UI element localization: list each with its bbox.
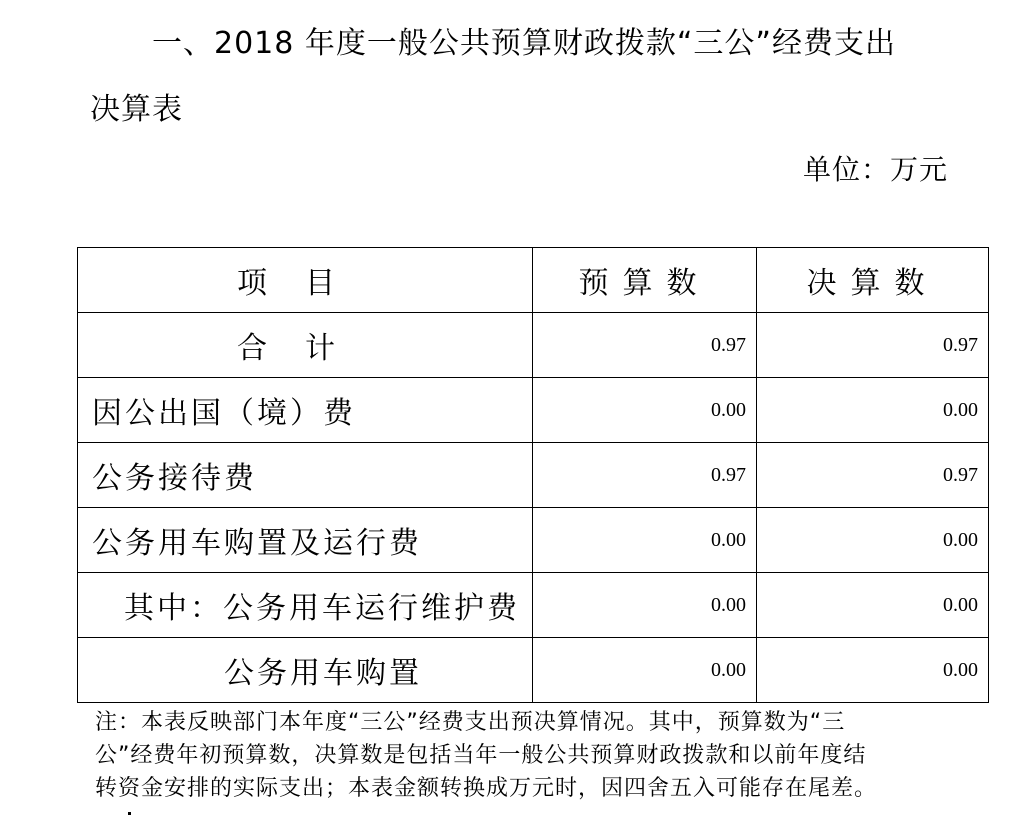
- row-label: 因公出国（境）费: [78, 378, 533, 443]
- table-row: [78, 313, 989, 378]
- header-actual: 决算数: [757, 248, 989, 313]
- budget-value: 0.97: [533, 313, 757, 378]
- actual-value: 0.00: [757, 508, 989, 573]
- budget-value: 0.00: [533, 573, 757, 638]
- actual-value: 0.00: [757, 638, 989, 703]
- table-row: [78, 638, 989, 703]
- header-item: 项目: [78, 248, 533, 313]
- document-title-line1: 一、2018 年度一般公共预算财政拨款“三公”经费支出: [152, 26, 896, 61]
- budget-value: 0.00: [533, 638, 757, 703]
- table-row: [78, 573, 989, 638]
- actual-value: 0.00: [757, 378, 989, 443]
- row-label-total: 合计: [78, 313, 533, 378]
- table-row: [78, 443, 989, 508]
- table-note: [95, 706, 955, 805]
- note-line: 转资金安排的实际支出；本表金额转换成万元时，因四舍五入可能存在尾差。: [95, 776, 878, 801]
- actual-value: 0.97: [757, 313, 989, 378]
- table-row: [78, 508, 989, 573]
- table-row: [78, 378, 989, 443]
- expenditure-table: [77, 247, 989, 703]
- header-budget: 预算数: [533, 248, 757, 313]
- actual-value: 0.00: [757, 573, 989, 638]
- row-label: 公务接待费: [78, 443, 533, 508]
- budget-value: 0.97: [533, 443, 757, 508]
- unit-label: 单位：万元: [802, 153, 948, 186]
- document-title-line2: 决算表: [90, 92, 183, 127]
- note-line: 注：本表反映部门本年度“三公”经费支出预决算情况。其中，预算数为“三: [95, 710, 846, 735]
- row-label-sub: 公务用车购置: [78, 638, 533, 703]
- row-label: 公务用车购置及运行费: [78, 508, 533, 573]
- note-line: 公”经费年初预算数，决算数是包括当年一般公共预算财政拨款和以前年度结: [95, 743, 867, 768]
- table-header-row: [78, 248, 989, 313]
- page-mark: [128, 812, 131, 815]
- actual-value: 0.97: [757, 443, 989, 508]
- budget-value: 0.00: [533, 508, 757, 573]
- row-label-sub: 其中：公务用车运行维护费: [78, 573, 533, 638]
- budget-value: 0.00: [533, 378, 757, 443]
